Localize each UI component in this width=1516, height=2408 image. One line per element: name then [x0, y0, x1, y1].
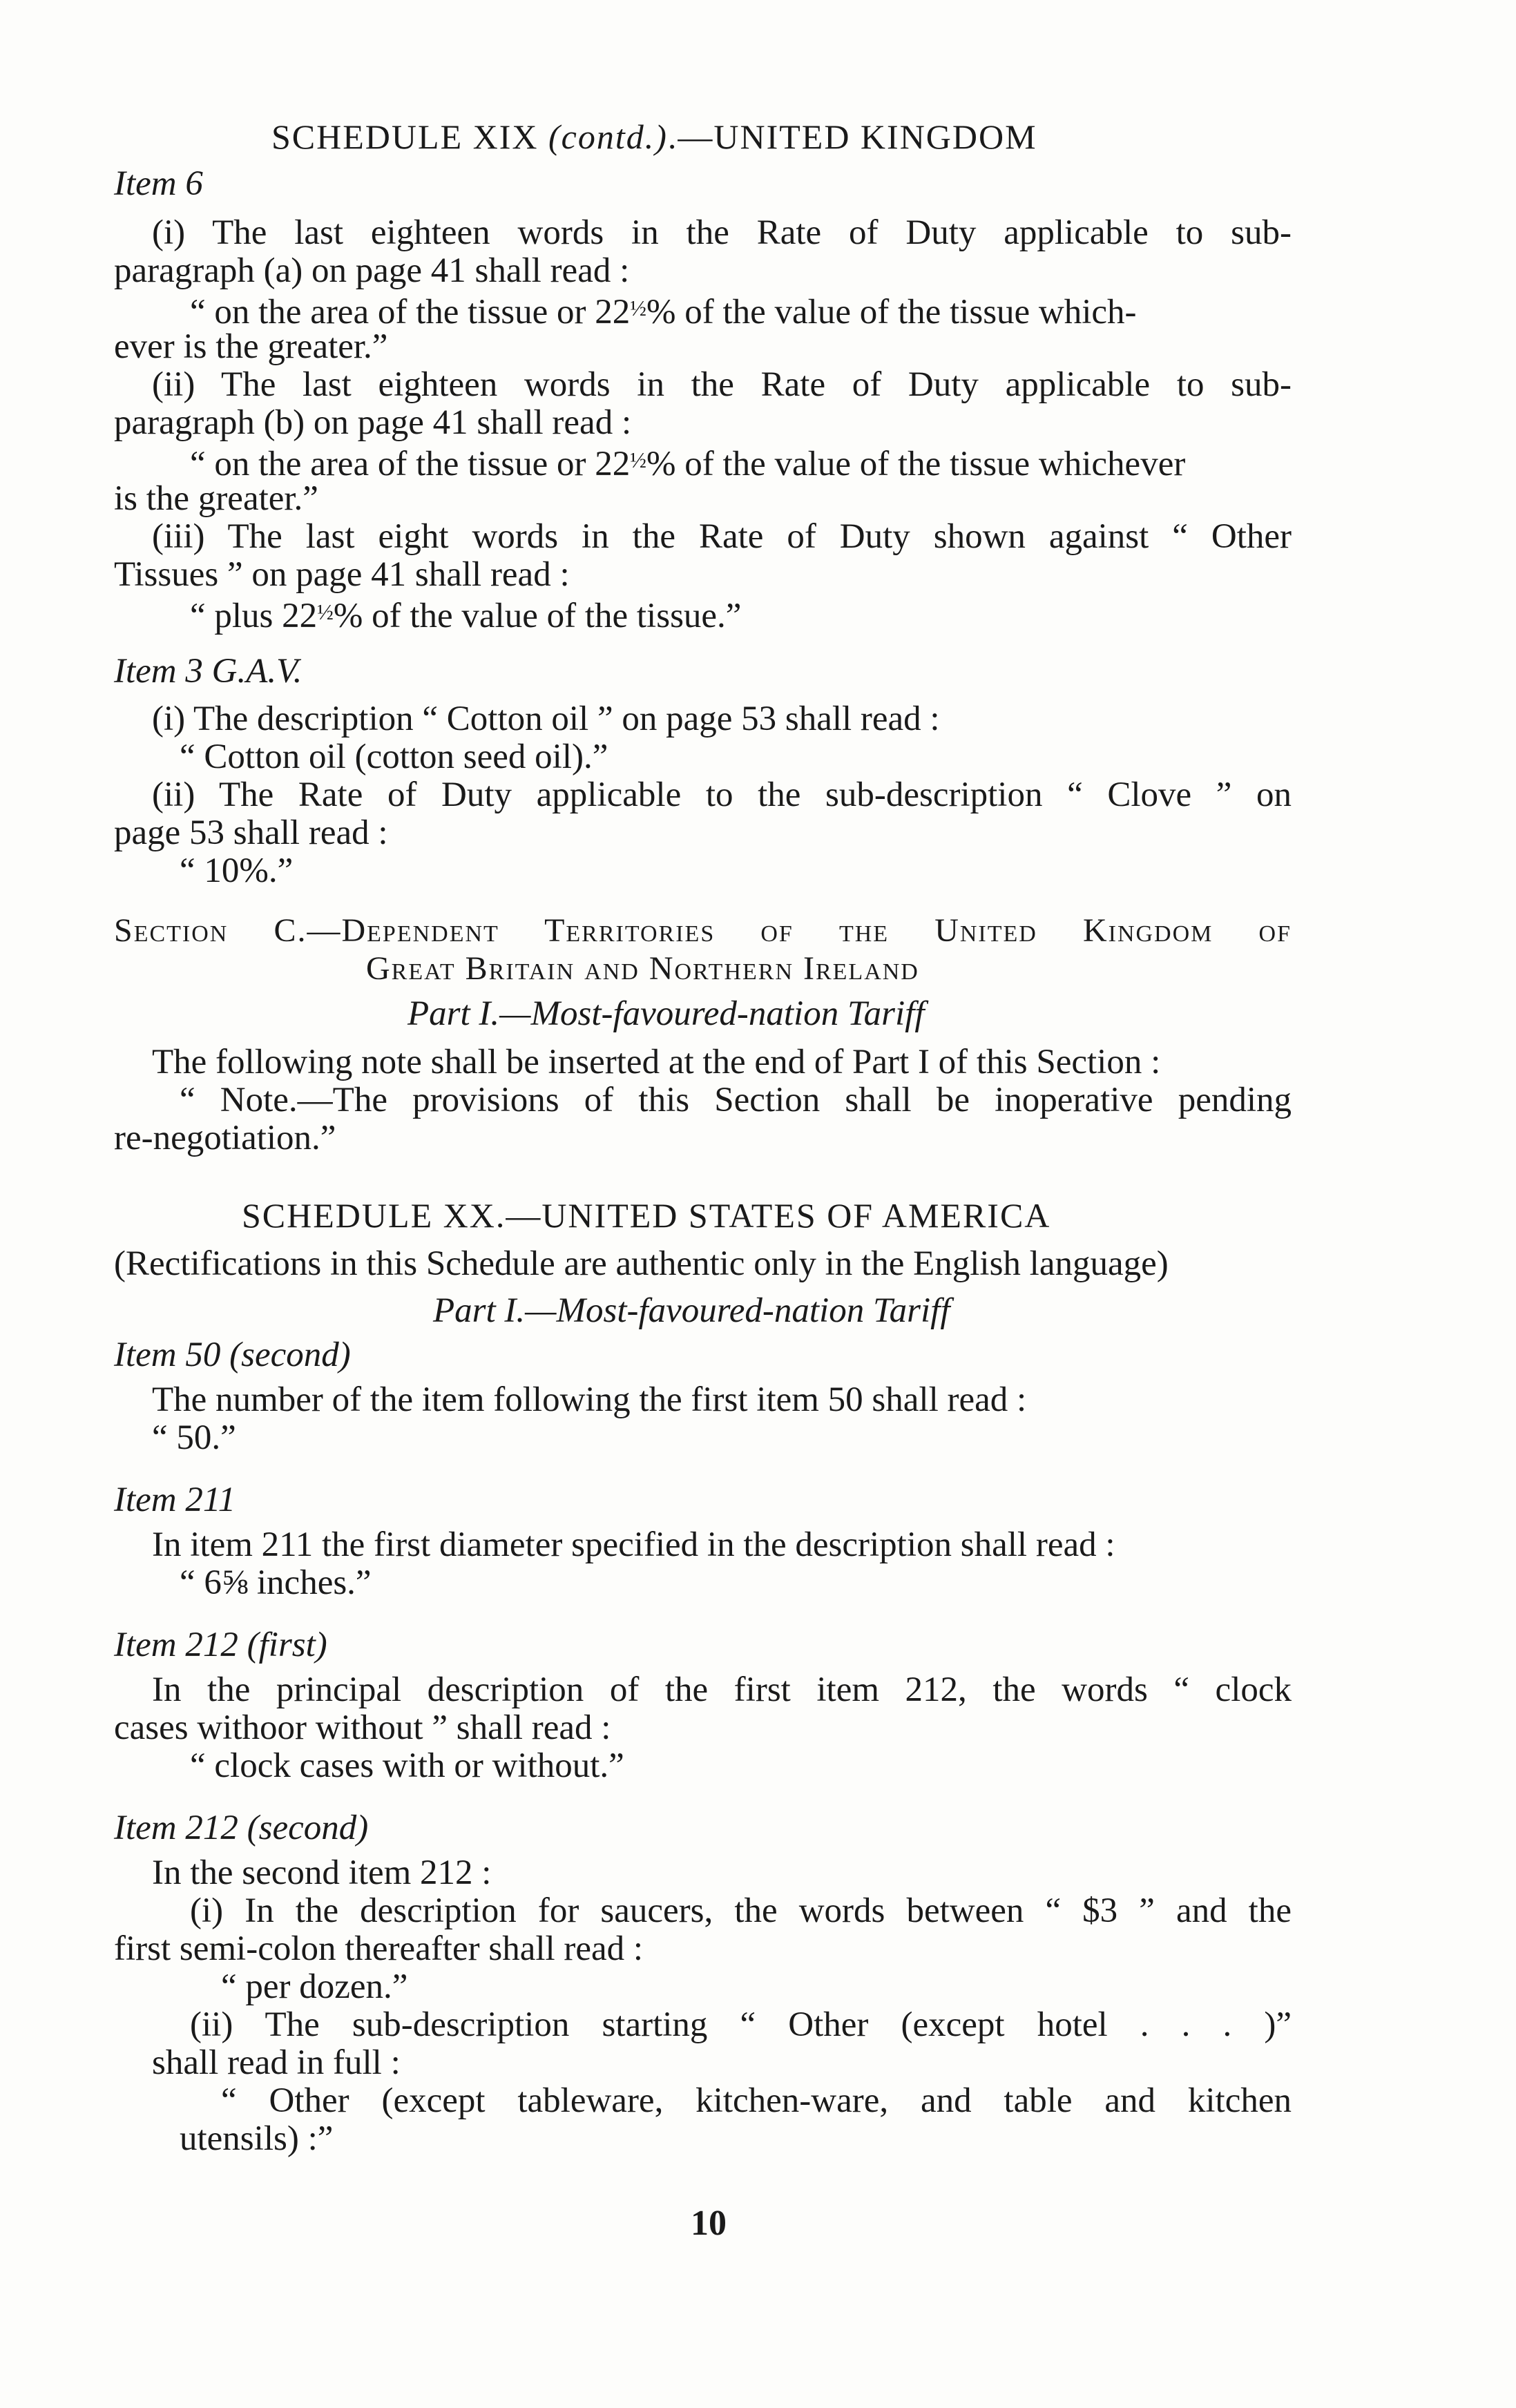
item-212-first-line-3: “ clock cases with or without.”: [190, 1746, 624, 1785]
item-212-second-line-1: In the second item 212 :: [152, 1853, 492, 1892]
item-6-iii-line-3: “ plus $22^{\frac{1}{2}}\%$ of the value of the tissue.”: [190, 597, 742, 636]
item-6-i-line-1: (i) The last eighteen words in the Rate of Duty applicable to sub-: [152, 213, 1292, 252]
item-3-i-line-2: “ Cotton oil (cotton seed oil).”: [180, 738, 608, 776]
item-212-first-line-2: cases withoor without ” shall read :: [114, 1708, 611, 1747]
item-212-second-ii-line-1: (ii) The sub-description starting “ Other (except hotel . . . )”: [190, 2005, 1292, 2044]
item-212-second-label: Item 212 (second): [114, 1809, 369, 1847]
item-211-line-2: “ 6⅝ inches.”: [180, 1563, 372, 1602]
item-212-second-i-line-3: “ per dozen.”: [221, 1967, 408, 2006]
item-6-iii-line-2: Tissues ” on page 41 shall read :: [114, 555, 570, 594]
schedule-xix-title-a: SCHEDULE XIX: [271, 117, 548, 156]
item-50-line-1: The number of the item following the first item 50 shall read :: [152, 1380, 1027, 1419]
item-50-line-2: “ 50.”: [152, 1418, 236, 1457]
fraction-half: ½: [630, 296, 646, 320]
schedule-xix-title: [271, 116, 1037, 157]
item-212-first-label: Item 212 (first): [114, 1626, 327, 1664]
item-6-i-line-4: ever is the greater.”: [114, 327, 388, 366]
page-number: 10: [691, 2204, 727, 2243]
item-6-i-line-2: paragraph (a) on page 41 shall read :: [114, 251, 630, 290]
fraction-half: ½: [630, 448, 646, 472]
section-c-title-line-2: Great Britain and Northern Ireland: [366, 950, 919, 987]
item-6-iii-line-1: (iii) The last eight words in the Rate of Duty shown against “ Other: [152, 517, 1292, 556]
schedule-xx-part: Part I.—Most-favoured-nation Tariff: [433, 1291, 950, 1330]
item-6-i-line-3: “ on the area of the tissue or $22^{\frac{1}{2}}\%$ of the value of the tissue which-: [190, 293, 1137, 332]
item-212-second-i-line-1: (i) In the description for saucers, the words between “ $3 ” and the: [190, 1891, 1292, 1930]
item-6-ii-line-3: “ on the area of the tissue or $22^{\frac{1}{2}}\%$ of the value of the tissue whichever: [190, 445, 1186, 484]
schedule-xx-title: SCHEDULE XX.—UNITED STATES OF AMERICA: [242, 1196, 1051, 1235]
item-212-second-ii-line-4: utensils) :”: [180, 2119, 334, 2158]
item-3-ii-line-3: “ 10%.”: [180, 851, 294, 890]
fraction-half: ½: [317, 600, 334, 624]
item-212-second-ii-line-3: “ Other (except tableware, kitchen-ware, and table and kitchen: [221, 2081, 1292, 2120]
schedule-xx-language-note: (Rectifications in this Schedule are authentic only in the English language): [114, 1244, 1169, 1283]
schedule-xix-contd: (contd.): [548, 117, 668, 156]
item-3-i-line-1: (i) The description “ Cotton oil ” on page 53 shall read :: [152, 700, 940, 738]
item-3-ii-line-1: (ii) The Rate of Duty applicable to the sub-description “ Clove ” on: [152, 776, 1292, 814]
item-6-ii-line-4: is the greater.”: [114, 479, 318, 518]
item-212-second-ii-line-2: shall read in full :: [152, 2043, 401, 2082]
item-212-second-i-line-2: first semi-colon thereafter shall read :: [114, 1929, 644, 1968]
item-50-label: Item 50 (second): [114, 1336, 351, 1374]
section-c-note-line-3: re-negotiation.”: [114, 1119, 336, 1157]
schedule-xix-title-b: .—UNITED KINGDOM: [667, 117, 1037, 156]
section-c-note-line-1: The following note shall be inserted at the end of Part I of this Section :: [152, 1043, 1161, 1081]
section-c-note-line-2: “ Note.—The provisions of this Section shall be inoperative pending: [180, 1081, 1292, 1119]
item-6-ii-line-2: paragraph (b) on page 41 shall read :: [114, 403, 632, 442]
item-6-ii-line-1: (ii) The last eighteen words in the Rate of Duty applicable to sub-: [152, 365, 1292, 404]
section-c-title-line-1: Section C.—Dependent Territories of the United Kingdom of: [114, 912, 1292, 949]
item-211-line-1: In item 211 the first diameter specified in the description shall read :: [152, 1525, 1115, 1564]
item-212-first-line-1: In the principal description of the first item 212, the words “ clock: [152, 1670, 1292, 1709]
item-3-ii-line-2: page 53 shall read :: [114, 813, 388, 852]
item-211-label: Item 211: [114, 1481, 236, 1519]
item-3-label: Item 3 G.A.V.: [114, 652, 303, 691]
item-6-label: Item 6: [114, 164, 203, 203]
section-c-part: Part I.—Most-favoured-nation Tariff: [407, 994, 925, 1033]
